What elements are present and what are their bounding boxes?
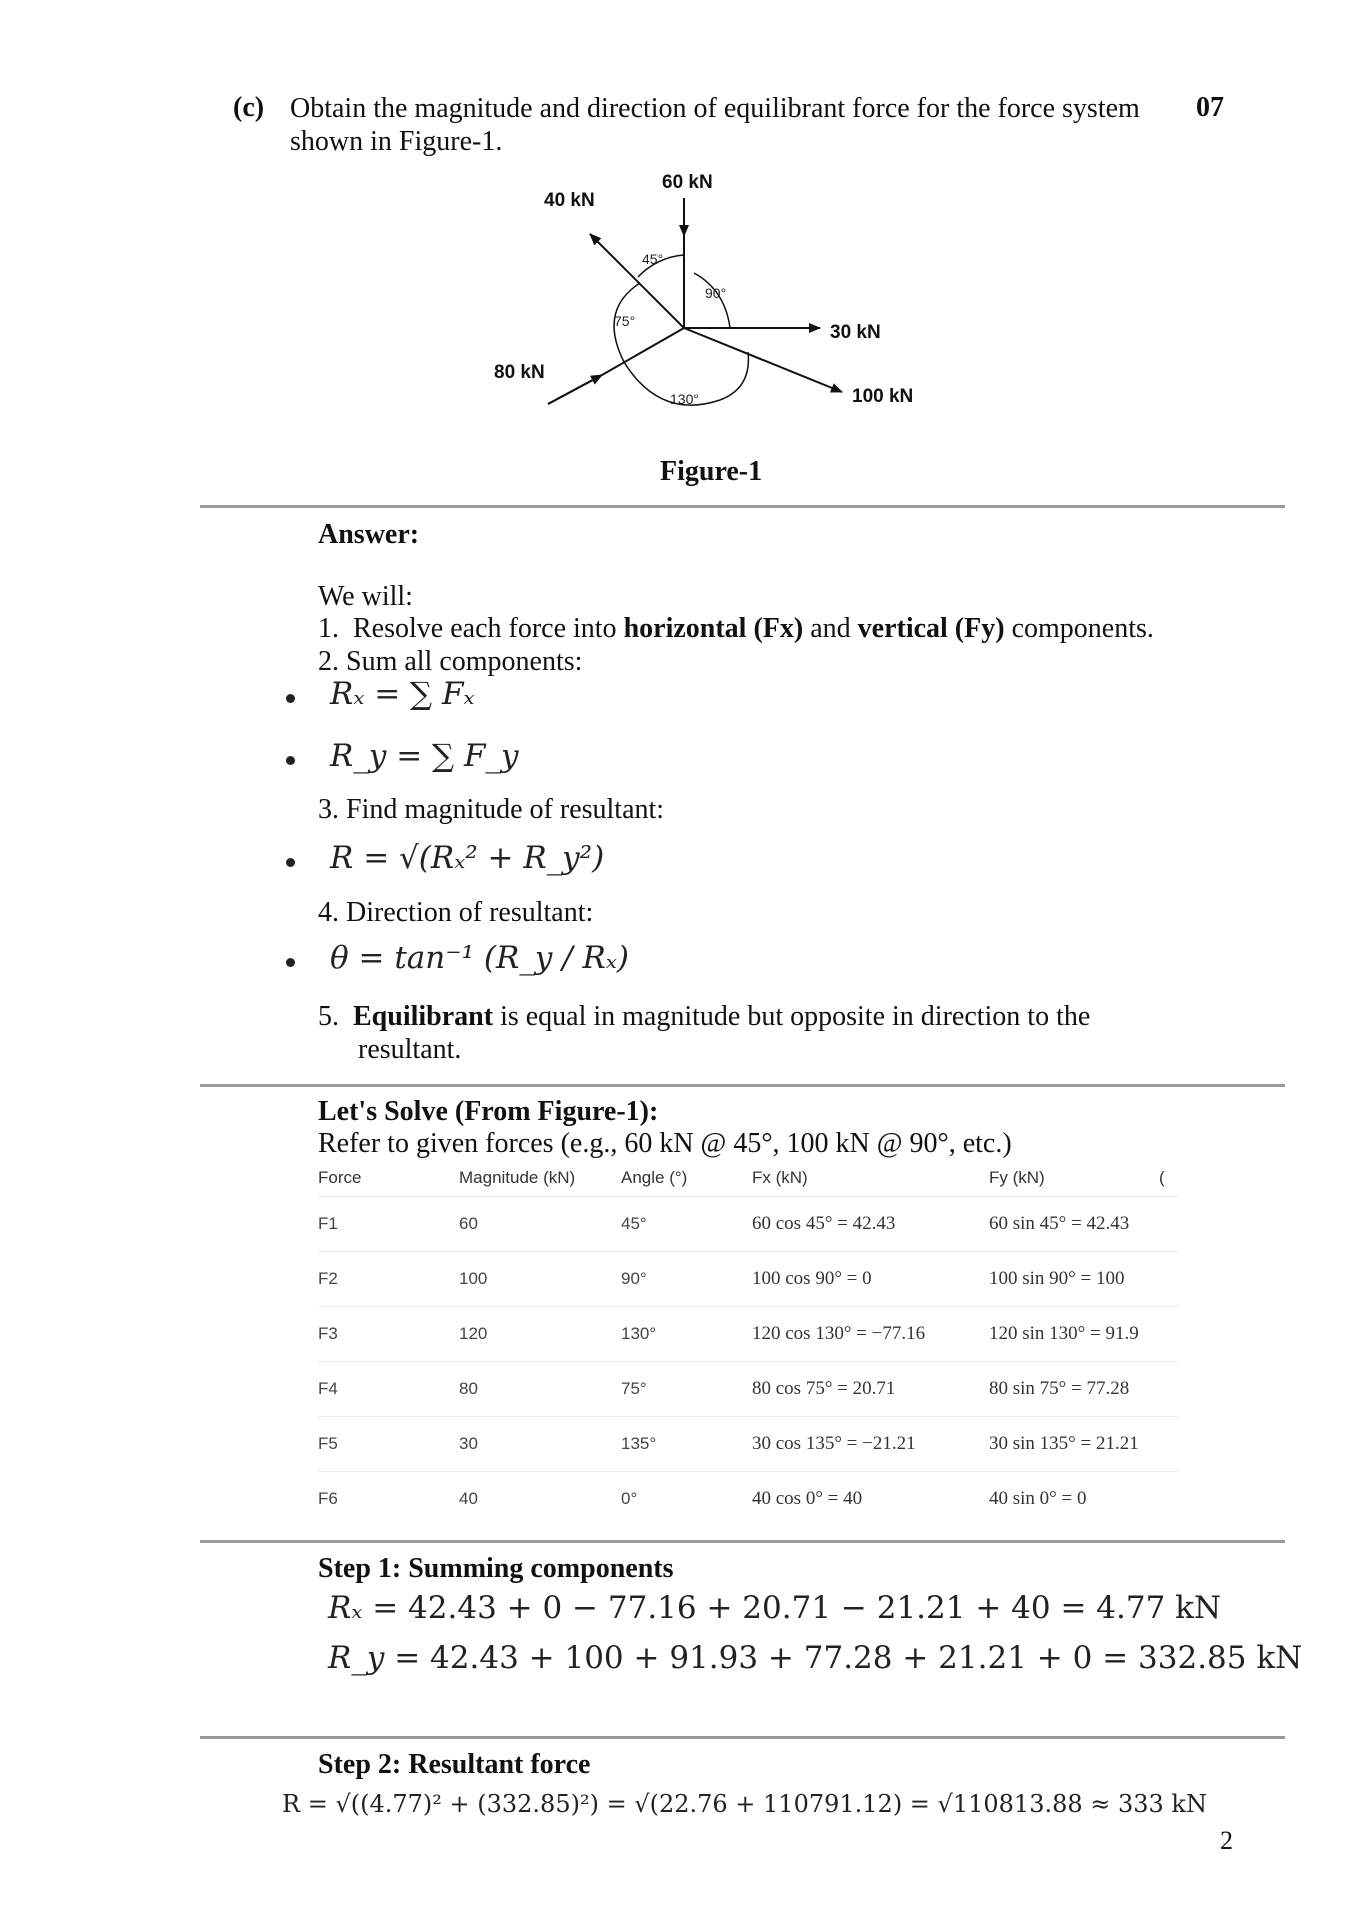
- cell-fx: 120 cos 130° = −77.16: [752, 1306, 989, 1361]
- cell-magnitude: 40: [459, 1471, 621, 1526]
- question-text-line1: Obtain the magnitude and direction of equilibrant force for the force system: [290, 93, 1140, 124]
- divider-2: [200, 1084, 1285, 1087]
- label-40kn: 40 kN: [544, 190, 595, 211]
- step2-heading: Step 2: Resultant force: [318, 1749, 591, 1780]
- step1-heading: Step 1: Summing components: [318, 1553, 674, 1584]
- header-fx: Fx (kN): [752, 1167, 808, 1187]
- equation-ry: [328, 1640, 1303, 1676]
- force-40kn-line: [590, 234, 684, 328]
- cell-angle: 45°: [621, 1196, 752, 1251]
- answer-intro: We will:: [318, 581, 413, 612]
- cell-angle: 75°: [621, 1361, 752, 1416]
- cell-angle: 135°: [621, 1416, 752, 1471]
- bullet-icon: [286, 756, 295, 765]
- cell-magnitude: 80: [459, 1361, 621, 1416]
- header-magnitude: Magnitude (kN): [459, 1167, 576, 1187]
- step5-number: 5.: [318, 1001, 339, 1032]
- formula-ry: R_y = ∑ F_y: [330, 738, 519, 774]
- cell-force: F6: [318, 1471, 459, 1526]
- answer-step1: [318, 612, 1154, 645]
- step1-number: 1.: [318, 613, 339, 644]
- cell-fx: 80 cos 75° = 20.71: [752, 1361, 989, 1416]
- equation-ry-rhs: = 42.43 + 100 + 91.93 + 77.28 + 21.21 + 0 = 332.85 kN: [394, 1640, 1303, 1676]
- label-angle-75: 75°: [614, 313, 636, 329]
- question-label: (c): [233, 92, 265, 123]
- cell-angle: 0°: [621, 1471, 752, 1526]
- cell-fy: 30 sin 135° = 21.21: [989, 1416, 1179, 1471]
- cell-fy: 40 sin 0° = 0: [989, 1471, 1179, 1526]
- cell-fy: 100 sin 90° = 100: [989, 1251, 1179, 1306]
- question-marks: 07: [1196, 92, 1224, 123]
- cell-fx: 100 cos 90° = 0: [752, 1251, 989, 1306]
- cell-force: F1: [318, 1196, 459, 1251]
- table-row: [318, 1361, 1179, 1416]
- step5-text-rest: is equal in magnitude but opposite in direction to the: [493, 1001, 1091, 1032]
- cell-angle: 90°: [621, 1251, 752, 1306]
- table-row: [318, 1416, 1179, 1471]
- answer-heading: Answer:: [318, 519, 420, 550]
- step1-text-horizontal: horizontal (Fx): [623, 613, 804, 644]
- divider-3: [200, 1540, 1285, 1543]
- table-row: [318, 1471, 1179, 1526]
- cell-fx: 60 cos 45° = 42.43: [752, 1196, 989, 1251]
- equation-rx: [328, 1590, 1222, 1626]
- cell-magnitude: 100: [459, 1251, 621, 1306]
- cell-force: F3: [318, 1306, 459, 1361]
- cell-magnitude: 120: [459, 1306, 621, 1361]
- formula-rx: Rₓ = ∑ Fₓ: [330, 676, 475, 712]
- equation-ry-lhs: R_y: [328, 1640, 385, 1676]
- solve-refer: Refer to given forces (e.g., 60 kN @ 45°, 100 kN @ 90°, etc.): [318, 1128, 1012, 1159]
- table-row: [318, 1196, 1179, 1251]
- step5-text-equilibrant: Equilibrant: [353, 1001, 494, 1032]
- header-fy: Fy (kN): [989, 1167, 1045, 1187]
- label-80kn: 80 kN: [494, 362, 545, 383]
- answer-step5: [318, 1000, 1090, 1033]
- force-diagram: [0, 0, 1358, 470]
- step1-text-a: Resolve each force into: [353, 613, 624, 644]
- force-100kn-line: [684, 328, 842, 392]
- cell-fy: 60 sin 45° = 42.43: [989, 1196, 1179, 1251]
- cell-fx: 40 cos 0° = 40: [752, 1471, 989, 1526]
- label-60kn: 60 kN: [662, 172, 713, 193]
- page-number: 2: [1220, 1826, 1233, 1855]
- cell-fy: 120 sin 130° = 91.9: [989, 1306, 1179, 1361]
- answer-step5-line2: resultant.: [358, 1034, 462, 1065]
- answer-step4: 4. Direction of resultant:: [318, 897, 594, 928]
- cell-force: F4: [318, 1361, 459, 1416]
- equation-rx-rhs: = 42.43 + 0 − 77.16 + 20.71 − 21.21 + 40 = 4.77 kN: [372, 1590, 1222, 1626]
- question-text-line2: shown in Figure-1.: [290, 126, 503, 157]
- cell-magnitude: 60: [459, 1196, 621, 1251]
- answer-step3: 3. Find magnitude of resultant:: [318, 794, 665, 825]
- cell-force: F5: [318, 1416, 459, 1471]
- header-force: Force: [318, 1167, 362, 1187]
- label-100kn: 100 kN: [852, 386, 914, 407]
- divider-4: [200, 1736, 1285, 1739]
- solve-heading: Let's Solve (From Figure-1):: [318, 1096, 659, 1127]
- table-row: [318, 1251, 1179, 1306]
- cell-magnitude: 30: [459, 1416, 621, 1471]
- cell-force: F2: [318, 1251, 459, 1306]
- bullet-icon: [286, 858, 295, 867]
- label-angle-45: 45°: [642, 251, 664, 267]
- label-angle-90: 90°: [705, 285, 727, 301]
- cell-fy: 80 sin 75° = 77.28: [989, 1361, 1179, 1416]
- label-30kn: 30 kN: [830, 322, 881, 343]
- force-80kn-arrow: [548, 375, 602, 404]
- bullet-icon: [286, 694, 295, 703]
- label-angle-130: 130°: [670, 391, 699, 407]
- table-header-row: [318, 1160, 1179, 1196]
- answer-step2: 2. Sum all components:: [318, 646, 583, 677]
- cell-fx: 30 cos 135° = −21.21: [752, 1416, 989, 1471]
- bullet-icon: [286, 958, 295, 967]
- step1-text-end: components.: [1004, 613, 1154, 644]
- header-clipped: (: [1159, 1167, 1165, 1187]
- table-row: [318, 1306, 1179, 1361]
- divider-1: [200, 505, 1285, 508]
- step1-text-and: and: [803, 613, 858, 644]
- cell-angle: 130°: [621, 1306, 752, 1361]
- formula-theta: θ = tan⁻¹ (R_y / Rₓ): [330, 940, 629, 976]
- equation-rx-lhs: Rₓ: [328, 1590, 363, 1626]
- figure-caption: Figure-1: [660, 456, 763, 487]
- step1-text-vertical: vertical (Fy): [857, 613, 1005, 644]
- header-angle: Angle (°): [621, 1167, 688, 1187]
- forces-table: [318, 1160, 1179, 1526]
- formula-r: R = √(Rₓ² + R_y²): [330, 840, 605, 876]
- equation-resultant: R = √((4.77)² + (332.85)²) = √(22.76 + 110791.12) = √110813.88 ≈ 333 kN: [282, 1790, 1207, 1818]
